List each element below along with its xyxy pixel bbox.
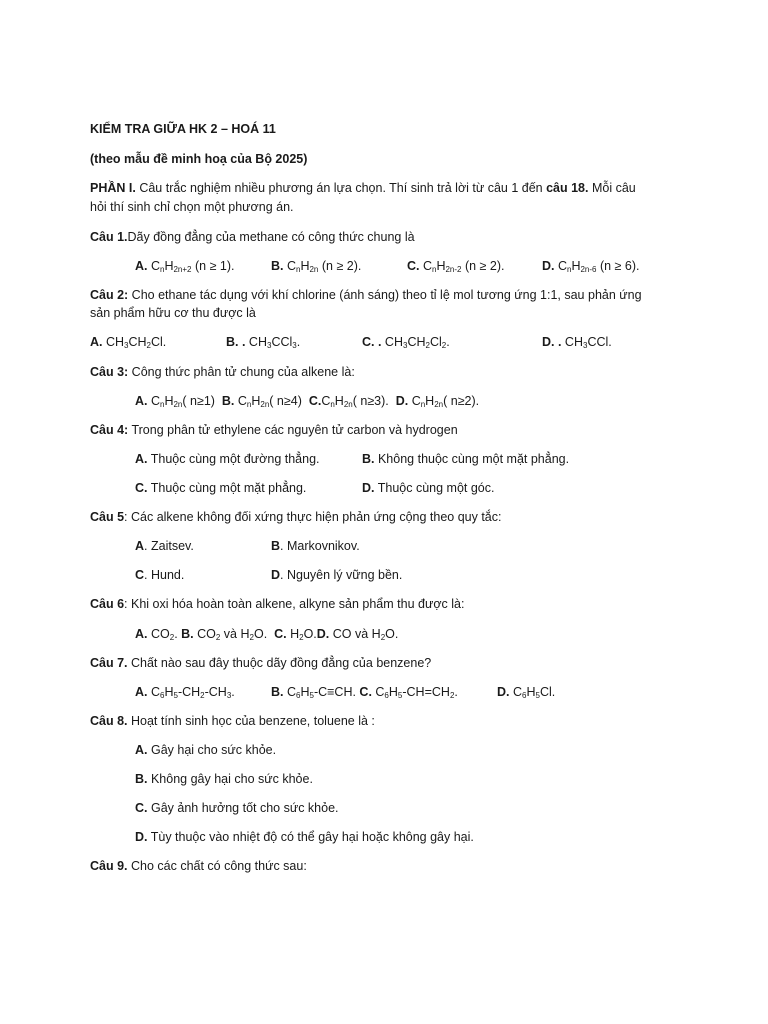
- q5-option-a: A. Zaitsev.: [135, 539, 194, 553]
- question-5-text: : Các alkene không đối xứng thực hiện phản ứng cộng theo quy tắc:: [124, 510, 502, 524]
- part-label: PHẦN I.: [90, 181, 136, 195]
- question-6-text: : Khi oxi hóa hoàn toàn alkene, alkyne sản phẩm thu được là:: [124, 597, 465, 611]
- q2-option-c: C. . $CH_3CH_2Cl_2$.: [362, 335, 450, 350]
- part-bold: câu 18.: [546, 181, 589, 195]
- question-6: [90, 596, 464, 613]
- q5-option-b: B. Markovnikov.: [271, 539, 360, 553]
- question-7-text: Chất nào sau đây thuộc dãy đồng đẳng của benzene?: [127, 656, 432, 670]
- q1-option-d: D. $C_nH_{2n-6}$ (n ≥ 6).: [542, 259, 640, 274]
- question-9-label: Câu 9.: [90, 859, 128, 873]
- q7-option-a: A. $C_6H_5-CH_2-CH_3$.: [135, 685, 235, 700]
- q2-option-d: D. . $CH_3CCl$.: [542, 335, 612, 350]
- question-8-label: Câu 8.: [90, 714, 128, 728]
- q1-option-a: A. $C_nH_{2n+2}$ (n ≥ 1).: [135, 259, 235, 274]
- q5-option-d: D. Nguyên lý vững bền.: [271, 568, 403, 582]
- part-text-2: Mỗi câu: [588, 181, 636, 195]
- question-1-label: Câu 1.: [90, 230, 128, 244]
- question-2-text-line2: sản phẩm hữu cơ thu được là: [90, 306, 256, 320]
- question-9: [90, 858, 307, 875]
- question-9-text: Cho các chất có công thức sau:: [127, 859, 307, 873]
- question-2-text: Cho ethane tác dụng với khí chlorine (ánh sáng) theo tỉ lệ mol tương ứng 1:1, sau phản ứng: [128, 288, 642, 302]
- question-3: [90, 364, 355, 381]
- q4-option-a: A. Thuộc cùng một đường thẳng.: [135, 452, 320, 466]
- q2-option-b: B. . $CH_3CCl_3$.: [226, 335, 301, 350]
- q6-options: A. $CO_2$. B. $CO_2$ và $H_2O$. C. $H_2O.D$. CO và $H_2O$.: [135, 627, 399, 642]
- q1-option-c: C. $C_nH_{2n-2}$ (n ≥ 2).: [407, 259, 505, 274]
- q8-option-d: D. Tùy thuộc vào nhiệt độ có thể gây hại hoặc không gây hại.: [135, 830, 474, 844]
- part-text-1: Câu trắc nghiệm nhiều phương án lựa chọn. Thí sinh trả lời từ câu 1 đến: [135, 181, 547, 195]
- question-2-label: Câu 2:: [90, 288, 129, 302]
- part-instruction: [90, 180, 636, 197]
- q2-option-a: A. $CH_3CH_2Cl$.: [90, 335, 167, 350]
- question-4-text: Trong phân tử ethylene các nguyên tử carbon và hydrogen: [128, 423, 458, 437]
- question-3-label: Câu 3:: [90, 365, 129, 379]
- question-4: [90, 422, 458, 439]
- question-4-label: Câu 4:: [90, 423, 129, 437]
- q8-option-a: A. Gây hại cho sức khỏe.: [135, 743, 277, 757]
- q4-option-d: D. Thuộc cùng một góc.: [362, 481, 495, 495]
- q4-option-c: C. Thuộc cùng một mặt phẳng.: [135, 481, 307, 495]
- q1-option-b: B. $C_nH_{2n}$ (n ≥ 2).: [271, 259, 362, 274]
- q7-option-d: D. $C_6H_5Cl$.: [497, 685, 556, 700]
- question-1-text: Dãy đồng đẳng của methane có công thức chung là: [127, 230, 415, 244]
- question-7: [90, 655, 431, 672]
- q4-option-b: B. Không thuộc cùng một mặt phẳng.: [362, 452, 570, 466]
- question-3-text: Công thức phân tử chung của alkene là:: [128, 365, 355, 379]
- q7-option-bc: B. $C_6H_5-C\equiv CH$. C. $C_6H_5-CH=CH_2$.: [271, 685, 458, 700]
- exam-subtitle: (theo mẫu đề minh hoạ của Bộ 2025): [90, 152, 308, 166]
- question-1: [90, 229, 415, 246]
- q3-options: A. $C_nH_{2n}$( n≥1) B. $C_nH_{2n}$( n≥4) $C.C_nH_{2n}$( n≥3). D. $C_nH_{2n}$( n≥2).: [135, 394, 480, 409]
- part-instruction-line2: hỏi thí sinh chỉ chọn một phương án.: [90, 200, 294, 214]
- question-6-label: Câu 6: [90, 597, 125, 611]
- question-5: [90, 509, 501, 526]
- q8-option-c: C. Gây ảnh hưởng tốt cho sức khỏe.: [135, 801, 339, 815]
- question-8-text: Hoạt tính sinh học của benzene, toluene là :: [127, 714, 375, 728]
- q5-option-c: C. Hund.: [135, 568, 185, 582]
- question-5-label: Câu 5: [90, 510, 125, 524]
- q8-option-b: B. Không gây hại cho sức khỏe.: [135, 772, 313, 786]
- question-7-label: Câu 7.: [90, 656, 128, 670]
- question-2: [90, 287, 642, 304]
- exam-title: KIỂM TRA GIỮA HK 2 – HOÁ 11: [90, 122, 276, 136]
- question-8: [90, 713, 375, 730]
